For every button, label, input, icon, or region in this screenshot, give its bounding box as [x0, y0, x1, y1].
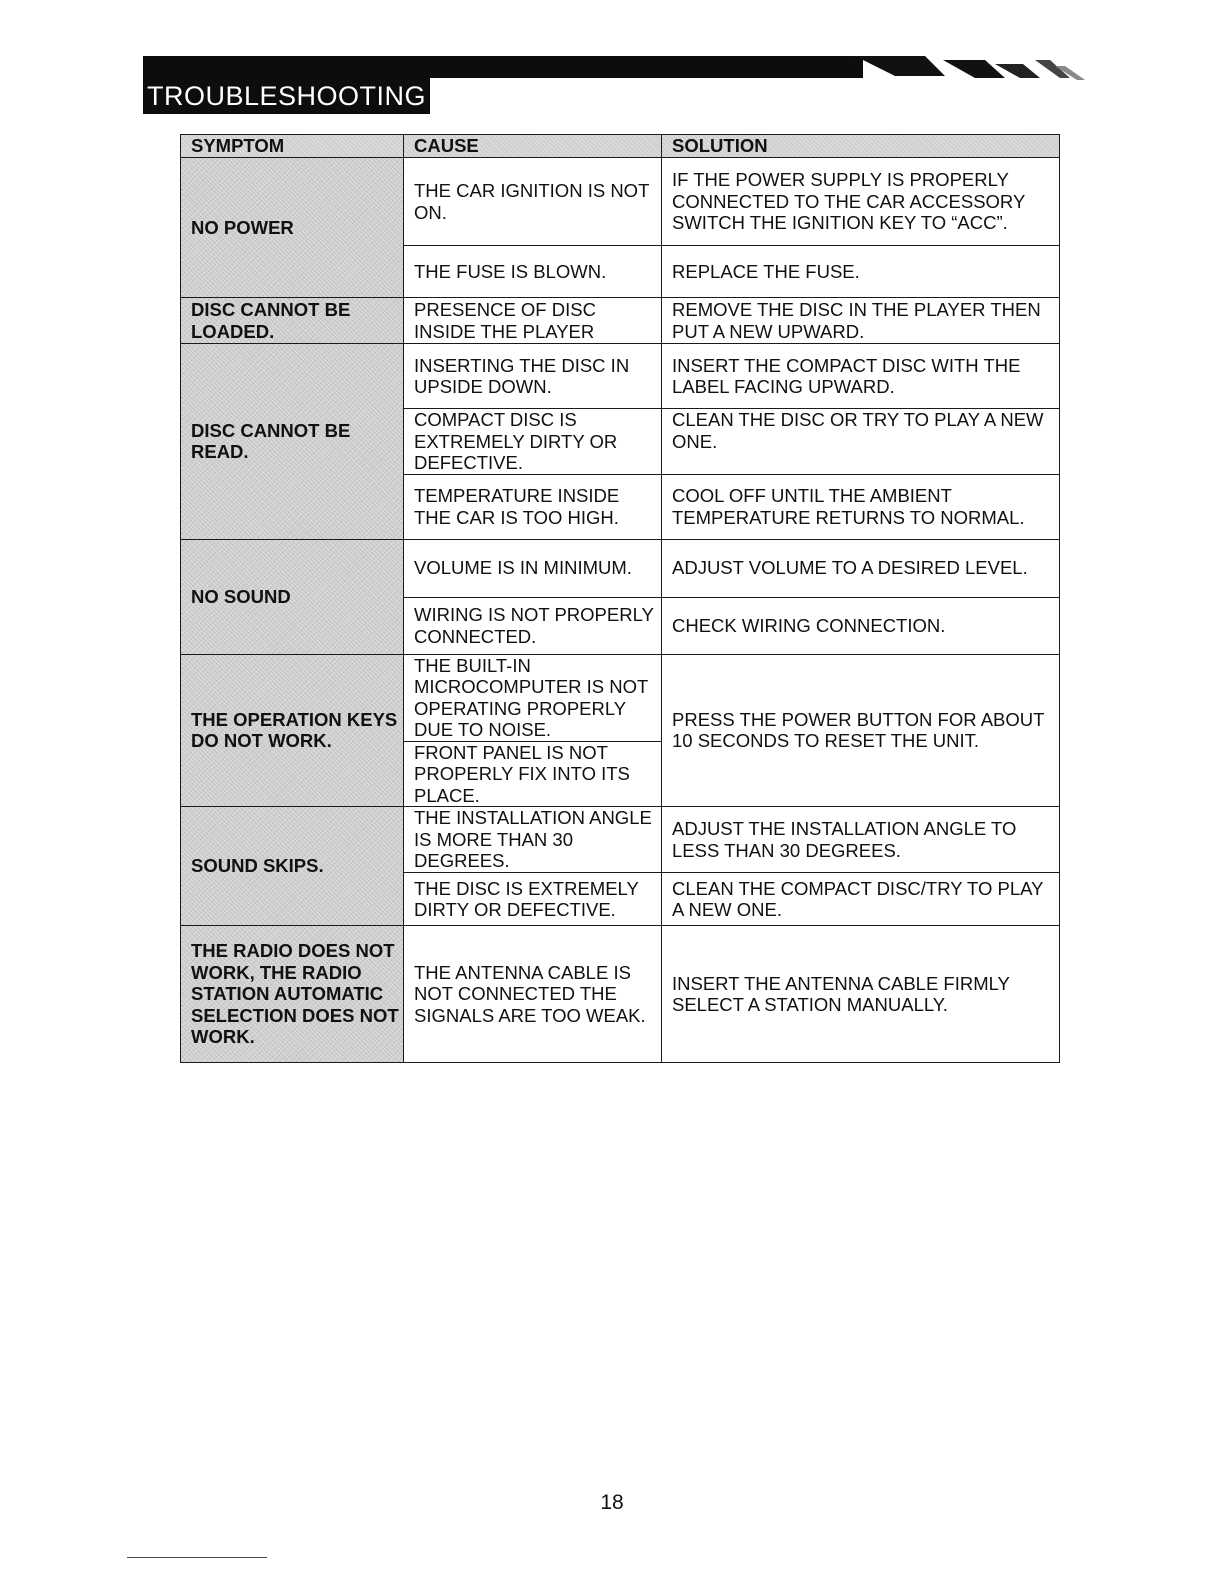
table-header-row: [181, 135, 1060, 158]
page-title: TROUBLESHOOTING: [143, 78, 430, 114]
cause-header: CAUSE: [404, 135, 662, 158]
solution-cell: CLEAN THE DISC OR TRY TO PLAY A NEW ONE.: [662, 409, 1060, 475]
cause-cell: WIRING IS NOT PROPERLY CONNECTED.: [404, 597, 662, 654]
table-row: [181, 807, 1060, 873]
solution-cell: INSERT THE COMPACT DISC WITH THE LABEL FACING UPWARD.: [662, 344, 1060, 409]
table-row: [181, 654, 1060, 741]
solution-cell: IF THE POWER SUPPLY IS PROPERLY CONNECTED TO THE CAR ACCESSORY SWITCH THE IGNITION KEY TO “ACC”.: [662, 158, 1060, 246]
solution-cell: CHECK WIRING CONNECTION.: [662, 597, 1060, 654]
symptom-header: SYMPTOM: [181, 135, 404, 158]
symptom-cell: DISC CANNOT BE READ.: [181, 344, 404, 540]
troubleshooting-table: [180, 134, 1060, 1063]
table-row: [181, 926, 1060, 1063]
header-stripes-decoration: [855, 50, 1095, 90]
solution-header: SOLUTION: [662, 135, 1060, 158]
solution-cell: REPLACE THE FUSE.: [662, 246, 1060, 298]
table-row: [181, 298, 1060, 344]
solution-cell: CLEAN THE COMPACT DISC/TRY TO PLAY A NEW ONE.: [662, 873, 1060, 926]
symptom-cell: NO SOUND: [181, 539, 404, 654]
page-number: 18: [600, 1491, 624, 1514]
solution-cell: COOL OFF UNTIL THE AMBIENT TEMPERATURE RETURNS TO NORMAL.: [662, 474, 1060, 539]
table-row: [181, 344, 1060, 409]
solution-cell: INSERT THE ANTENNA CABLE FIRMLY SELECT A STATION MANUALLY.: [662, 926, 1060, 1063]
solution-cell: ADJUST THE INSTALLATION ANGLE TO LESS THAN 30 DEGREES.: [662, 807, 1060, 873]
cause-cell: THE BUILT-IN MICROCOMPUTER IS NOT OPERATING PROPERLY DUE TO NOISE.: [404, 654, 662, 741]
table-row: [181, 539, 1060, 597]
symptom-cell: THE RADIO DOES NOT WORK, THE RADIO STATION AUTOMATIC SELECTION DOES NOT WORK.: [181, 926, 404, 1063]
cause-cell: PRESENCE OF DISC INSIDE THE PLAYER: [404, 298, 662, 344]
cause-cell: THE ANTENNA CABLE IS NOT CONNECTED THE SIGNALS ARE TOO WEAK.: [404, 926, 662, 1063]
table-row: [181, 158, 1060, 246]
symptom-cell: DISC CANNOT BE LOADED.: [181, 298, 404, 344]
header-bar: [143, 56, 863, 78]
footer-rule: [127, 1557, 267, 1558]
cause-cell: COMPACT DISC IS EXTREMELY DIRTY OR DEFECTIVE.: [404, 409, 662, 475]
cause-cell: THE DISC IS EXTREMELY DIRTY OR DEFECTIVE.: [404, 873, 662, 926]
cause-cell: THE INSTALLATION ANGLE IS MORE THAN 30 DEGREES.: [404, 807, 662, 873]
cause-cell: THE CAR IGNITION IS NOT ON.: [404, 158, 662, 246]
cause-cell: TEMPERATURE INSIDE THE CAR IS TOO HIGH.: [404, 474, 662, 539]
symptom-cell: SOUND SKIPS.: [181, 807, 404, 926]
cause-cell: THE FUSE IS BLOWN.: [404, 246, 662, 298]
cause-cell: FRONT PANEL IS NOT PROPERLY FIX INTO ITS PLACE.: [404, 741, 662, 807]
cause-cell: INSERTING THE DISC IN UPSIDE DOWN.: [404, 344, 662, 409]
symptom-cell: THE OPERATION KEYS DO NOT WORK.: [181, 654, 404, 807]
solution-cell: PRESS THE POWER BUTTON FOR ABOUT 10 SECONDS TO RESET THE UNIT.: [662, 654, 1060, 807]
symptom-cell: NO POWER: [181, 158, 404, 298]
solution-cell: REMOVE THE DISC IN THE PLAYER THEN PUT A NEW UPWARD.: [662, 298, 1060, 344]
cause-cell: VOLUME IS IN MINIMUM.: [404, 539, 662, 597]
solution-cell: ADJUST VOLUME TO A DESIRED LEVEL.: [662, 539, 1060, 597]
